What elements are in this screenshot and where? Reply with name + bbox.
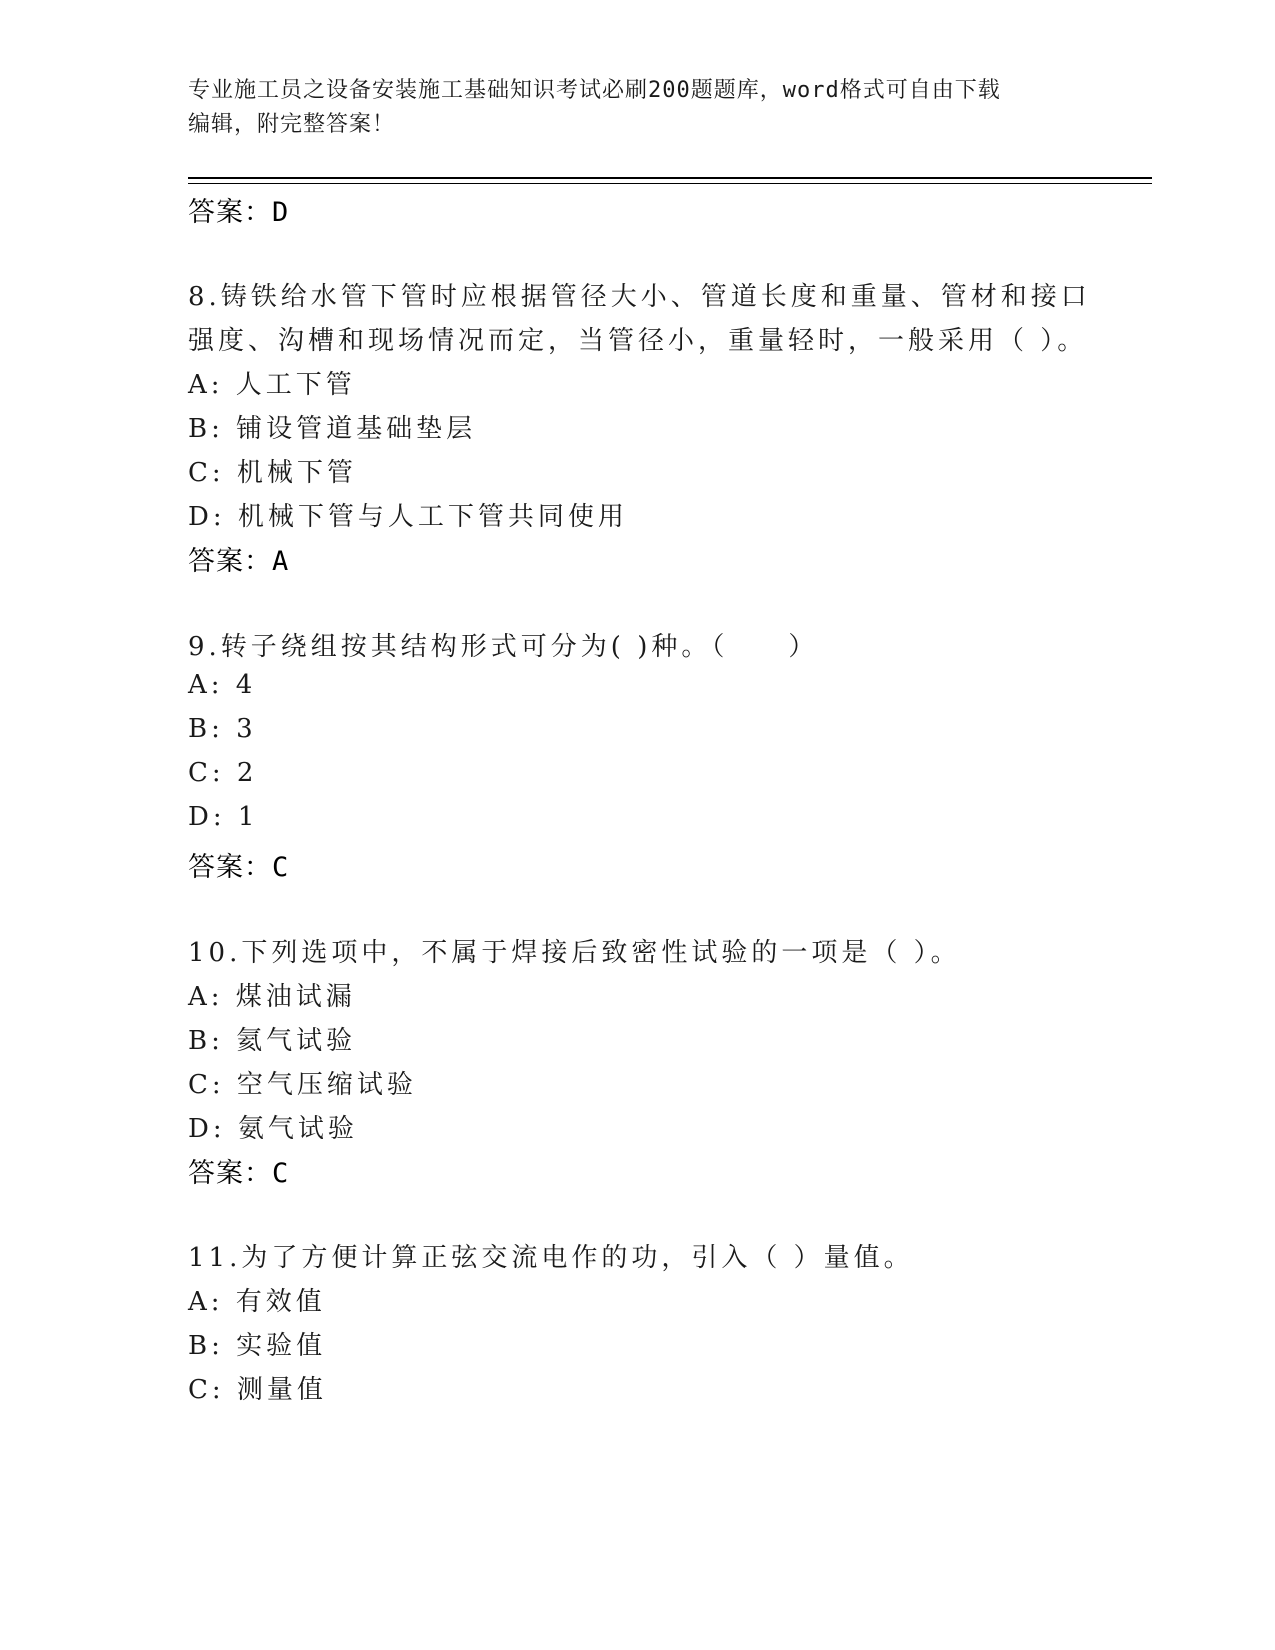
question-9-stem: 9.转子绕组按其结构形式可分为( )种。（ ） (188, 632, 819, 662)
question-8-option-c: C: 机械下管 (188, 458, 357, 488)
question-8-answer (188, 539, 289, 578)
question-9-answer (188, 845, 289, 884)
question-9-option-a: A: 4 (188, 670, 257, 700)
question-11-stem: 11.为了方便计算正弦交流电作的功，引入（ ）量值。 (188, 1243, 914, 1273)
question-11-option-b: B: 实验值 (188, 1331, 327, 1361)
header-rule-thin (188, 183, 1152, 184)
header-line-2: 编辑，附完整答案！ (188, 112, 396, 137)
answer-label: 答案： (188, 197, 272, 228)
question-11-option-a: A: 有效值 (188, 1287, 326, 1317)
question-9-option-d: D: 1 (188, 802, 259, 832)
answer-value: C (272, 1158, 290, 1189)
question-10-option-a: A: 煤油试漏 (188, 982, 356, 1012)
document-header (188, 74, 1088, 142)
question-10-option-b: B: 氦气试验 (188, 1026, 357, 1056)
answer-label: 答案： (188, 852, 272, 883)
question-8-stem-line-2: 强度、沟槽和现场情况而定，当管径小，重量轻时，一般采用（ ）。 (188, 326, 1088, 356)
header-line-1: 专业施工员之设备安装施工基础知识考试必刷200题题库，word格式可自由下载 (188, 78, 1001, 103)
answer-value: C (272, 852, 290, 883)
question-10-option-d: D: 氨气试验 (188, 1114, 358, 1144)
header-rule-thick (188, 177, 1152, 179)
question-8-option-d: D: 机械下管与人工下管共同使用 (188, 502, 628, 532)
question-11-option-c: C: 测量值 (188, 1375, 327, 1405)
question-10-option-c: C: 空气压缩试验 (188, 1070, 417, 1100)
answer-value: D (272, 197, 290, 228)
question-9-option-c: C: 2 (188, 758, 258, 788)
question-10-stem: 10.下列选项中，不属于焊接后致密性试验的一项是（ ）。 (188, 938, 961, 968)
question-9-option-b: B: 3 (188, 714, 257, 744)
answer-label: 答案： (188, 546, 272, 577)
question-8-option-b: B: 铺设管道基础垫层 (188, 414, 477, 444)
answer-label: 答案： (188, 1158, 272, 1189)
previous-answer (188, 190, 289, 229)
question-10-answer (188, 1151, 289, 1190)
question-8-stem-line-1: 8.铸铁给水管下管时应根据管径大小、管道长度和重量、管材和接口 (188, 282, 1091, 312)
answer-value: A (272, 546, 290, 577)
question-8-option-a: A: 人工下管 (188, 370, 356, 400)
